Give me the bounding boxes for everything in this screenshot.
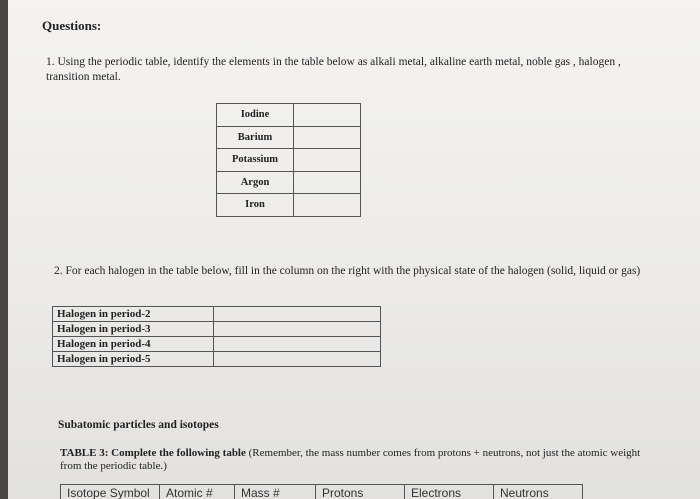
answer-cell[interactable] [294, 194, 361, 217]
table-row [217, 126, 361, 149]
answer-cell[interactable] [294, 104, 361, 127]
table-row [217, 171, 361, 194]
table-3-instructions [60, 447, 660, 473]
answer-cell[interactable] [294, 171, 361, 194]
halogens-table [52, 306, 381, 367]
column-header: Isotope Symbol [61, 485, 160, 499]
answer-cell[interactable] [214, 307, 381, 322]
answer-cell[interactable] [294, 149, 361, 172]
halogen-label: Halogen in period-3 [53, 322, 214, 337]
answer-cell[interactable] [214, 322, 381, 337]
column-header: Neutrons [494, 485, 583, 499]
table-3-label: TABLE 3: [60, 447, 109, 459]
table-row [53, 307, 381, 322]
halogen-label: Halogen in period-4 [53, 337, 214, 352]
element-name: Iodine [217, 104, 294, 127]
halogen-label: Halogen in period-2 [53, 307, 214, 322]
element-name: Potassium [217, 149, 294, 172]
answer-cell[interactable] [214, 337, 381, 352]
elements-table [216, 103, 361, 217]
halogen-label: Halogen in period-5 [53, 352, 214, 367]
table-row [217, 149, 361, 172]
column-header: Atomic # [160, 485, 235, 499]
table-row [53, 322, 381, 337]
element-name: Barium [217, 126, 294, 149]
table-row [217, 104, 361, 127]
question-1-text: 1. Using the periodic table, identify the elements in the table below as alkali metal, alkaline earth metal, noble gas , halogen , transition metal. [46, 56, 621, 83]
section-title: Subatomic particles and isotopes [58, 419, 219, 431]
table-row [53, 352, 381, 367]
isotopes-table [60, 484, 583, 499]
element-name: Argon [217, 171, 294, 194]
answer-cell[interactable] [214, 352, 381, 367]
table-header-row [61, 485, 583, 499]
column-header: Protons [316, 485, 405, 499]
worksheet-page [8, 0, 700, 499]
element-name: Iron [217, 194, 294, 217]
table-row [53, 337, 381, 352]
column-header: Mass # [235, 485, 316, 499]
table-row [217, 194, 361, 217]
table-3-note: (Remember, the mass number comes from protons + neutrons, not just the atomic weight from the periodic table.) [60, 447, 641, 472]
questions-heading: Questions: [42, 18, 102, 33]
answer-cell[interactable] [294, 126, 361, 149]
table-3-instruction: Complete the following table [111, 447, 246, 459]
column-header: Electrons [405, 485, 494, 499]
question-2-text: 2. For each halogen in the table below, fill in the column on the right with the physical state of the halogen (solid, liquid or gas) [54, 265, 641, 277]
